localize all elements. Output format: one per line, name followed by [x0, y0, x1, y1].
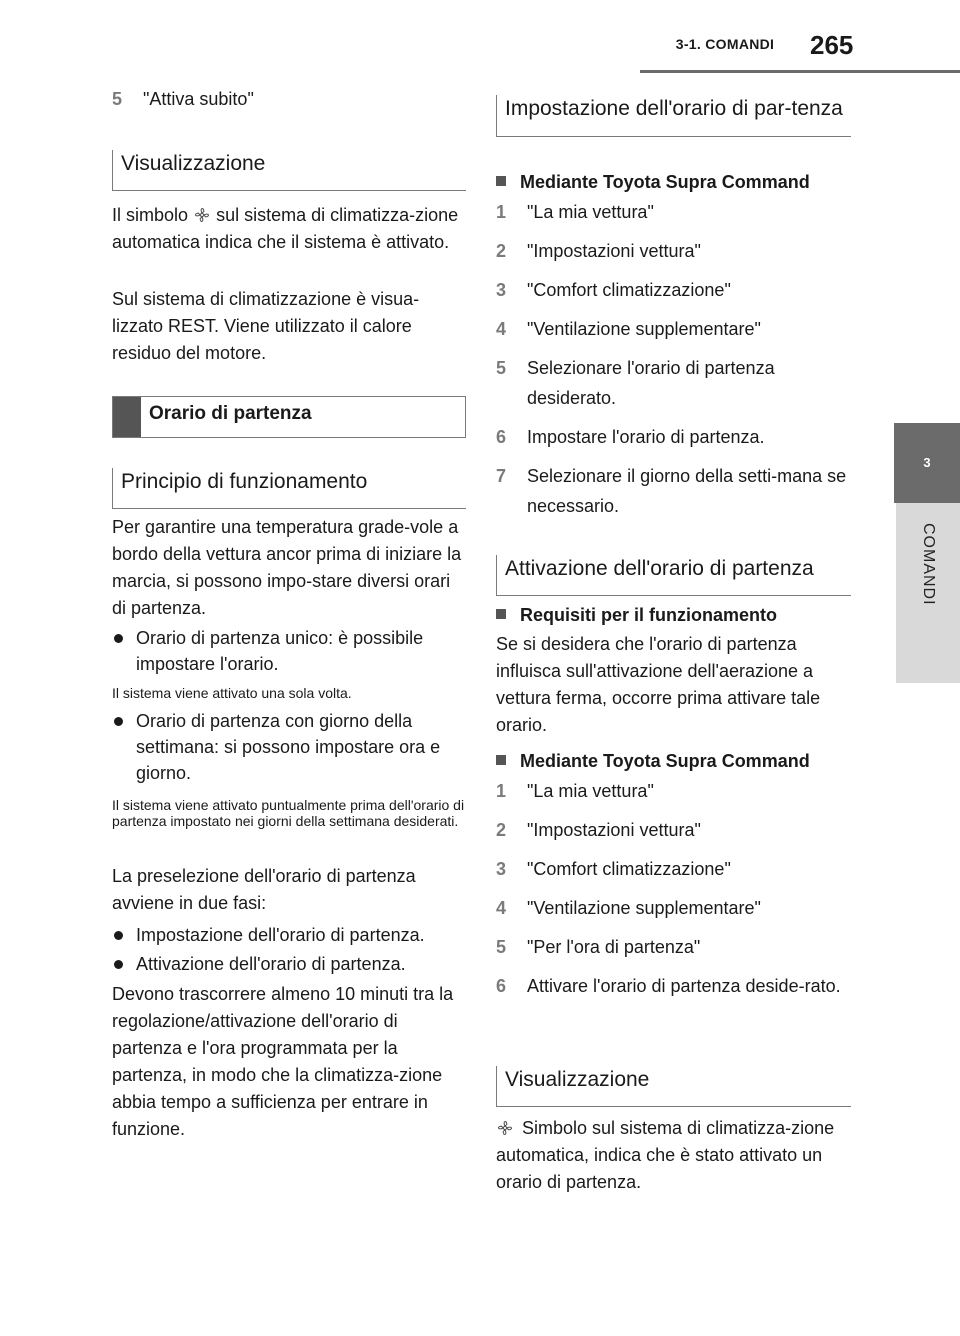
step-text: "Ventilazione supplementare" [527, 319, 761, 339]
step-item [496, 854, 851, 884]
step-number: 5 [496, 358, 507, 378]
subsection-heading-text: Requisiti per il funzionamento [520, 605, 778, 625]
paragraph [112, 202, 466, 256]
step-number: 4 [496, 319, 507, 339]
steps-list [496, 776, 851, 1001]
bullet-item [112, 625, 466, 677]
step-text: "Comfort climatizzazione" [527, 859, 731, 879]
step-text: "Comfort climatizzazione" [527, 280, 731, 300]
step-number: 6 [496, 976, 507, 996]
bullet-text: Impostazione dell'orario di partenza. [136, 925, 425, 945]
note: Il sistema viene attivato una sola volta. [112, 685, 352, 701]
step-item [496, 893, 851, 923]
step-text: "Ventilazione supplementare" [527, 898, 761, 918]
section-title: Orario di partenza [149, 403, 312, 424]
step-text: Selezionare l'orario di partenza desiderato. [527, 358, 775, 408]
step-text: Impostare l'orario di partenza. [527, 427, 765, 447]
running-header: 3-1. COMANDI [675, 36, 775, 52]
chapter-tab-label [896, 503, 960, 683]
paragraph-end: sul sistema di climatizza-zione automatica indica che il sistema è attivato. [112, 205, 459, 252]
step-number: 2 [496, 241, 507, 261]
step-number: 3 [496, 280, 507, 300]
step-item [496, 314, 851, 344]
subsection-heading [496, 749, 851, 773]
subheading-principio: Principio di funzionamento [112, 468, 466, 509]
square-marker [496, 755, 506, 765]
paragraph: Sul sistema di climatizzazione è visua-lizzato REST. Viene utilizzato il calore residuo del motore. [112, 289, 420, 363]
step-text: "La mia vettura" [527, 202, 654, 222]
square-marker [496, 176, 506, 186]
step-text: Attivare l'orario di partenza deside-rato. [527, 976, 841, 996]
paragraph: Devono trascorrere almeno 10 minuti tra la regolazione/attivazione dell'orario di partenza e l'ora programmata per la partenza, in modo che la climatizza-zione abbia tempo a sufficienza per entrare in funzione. [112, 984, 454, 1139]
subsection-heading [496, 603, 851, 627]
bullet-dot [112, 951, 136, 977]
square-marker [496, 609, 506, 619]
subheading-attivazione: Attivazione dell'orario di partenza [496, 555, 851, 596]
subheading-visualizzazione: Visualizzazione [112, 150, 466, 191]
step-item [496, 275, 851, 305]
step-number: 7 [496, 466, 507, 486]
step-item [496, 422, 851, 452]
subsection-heading-text: Mediante Toyota Supra Command [520, 172, 810, 192]
step-item [496, 971, 851, 1001]
step-item [496, 461, 851, 521]
section-title-marker [113, 397, 141, 437]
bullet-item [112, 708, 466, 786]
note: Il sistema viene attivato puntualmente prima dell'orario di partenza impostato nei giorni della settimana desiderati. [112, 797, 465, 829]
paragraph-text: Simbolo sul sistema di climatizza-zione automatica, indica che è stato attivato un orario di partenza. [496, 1118, 835, 1192]
bullet-dot [112, 625, 136, 677]
step-number: 6 [496, 427, 507, 447]
steps-list [496, 197, 851, 521]
step-text: "Per l'ora di partenza" [527, 937, 701, 957]
step-text: "Attiva subito" [143, 89, 254, 109]
step-number: 2 [496, 820, 507, 840]
step-number: 1 [496, 202, 507, 222]
step-number: 5 [496, 937, 507, 957]
bullet-text: Attivazione dell'orario di partenza. [136, 954, 406, 974]
header-rule [640, 70, 960, 73]
chapter-tab-text: COMANDI [920, 523, 937, 606]
step-number: 4 [496, 898, 507, 918]
bullet-dot [112, 922, 136, 948]
section-title-box [112, 396, 466, 438]
paragraph-start: Il simbolo [112, 205, 189, 225]
paragraph: La preselezione dell'orario di partenza avviene in due fasi: [112, 866, 416, 913]
bullet-text: Orario di partenza con giorno della settimana: si possono impostare ora e giorno. [136, 711, 441, 783]
step-text: Selezionare il giorno della setti-mana se necessario. [527, 466, 847, 516]
chapter-tab-number: 3 [894, 423, 960, 503]
step-text: "Impostazioni vettura" [527, 241, 701, 261]
fan-icon [496, 1119, 514, 1137]
step-number: 3 [496, 859, 507, 879]
step-item [496, 776, 851, 806]
step-item [496, 197, 851, 227]
subheading-impostazione: Impostazione dell'orario di par-tenza [496, 95, 851, 137]
step-text: "Impostazioni vettura" [527, 820, 701, 840]
subsection-heading-text: Mediante Toyota Supra Command [520, 751, 810, 771]
step-number: 5 [112, 89, 123, 109]
step-item [496, 353, 851, 413]
paragraph: Se si desidera che l'orario di partenza influisca sull'attivazione dell'aerazione a vettura ferma, occorre prima attivare tale orario. [496, 634, 821, 735]
step-item [112, 84, 466, 114]
step-item [496, 236, 851, 266]
bullet-item [112, 951, 466, 977]
subheading-visualizzazione-right: Visualizzazione [496, 1066, 851, 1107]
subsection-heading [496, 170, 851, 194]
step-number: 1 [496, 781, 507, 801]
bullet-dot [112, 708, 136, 786]
step-item [496, 932, 851, 962]
paragraph [496, 1115, 851, 1196]
step-text: "La mia vettura" [527, 781, 654, 801]
step-item [496, 815, 851, 845]
bullet-text: Orario di partenza unico: è possibile impostare l'orario. [136, 628, 424, 674]
page-number: 265 [810, 30, 854, 60]
bullet-item [112, 922, 466, 948]
fan-icon [193, 206, 211, 224]
paragraph: Per garantire una temperatura grade-vole a bordo della vettura ancor prima di iniziare la marcia, si possono impo-stare diversi orari di partenza. [112, 517, 462, 618]
